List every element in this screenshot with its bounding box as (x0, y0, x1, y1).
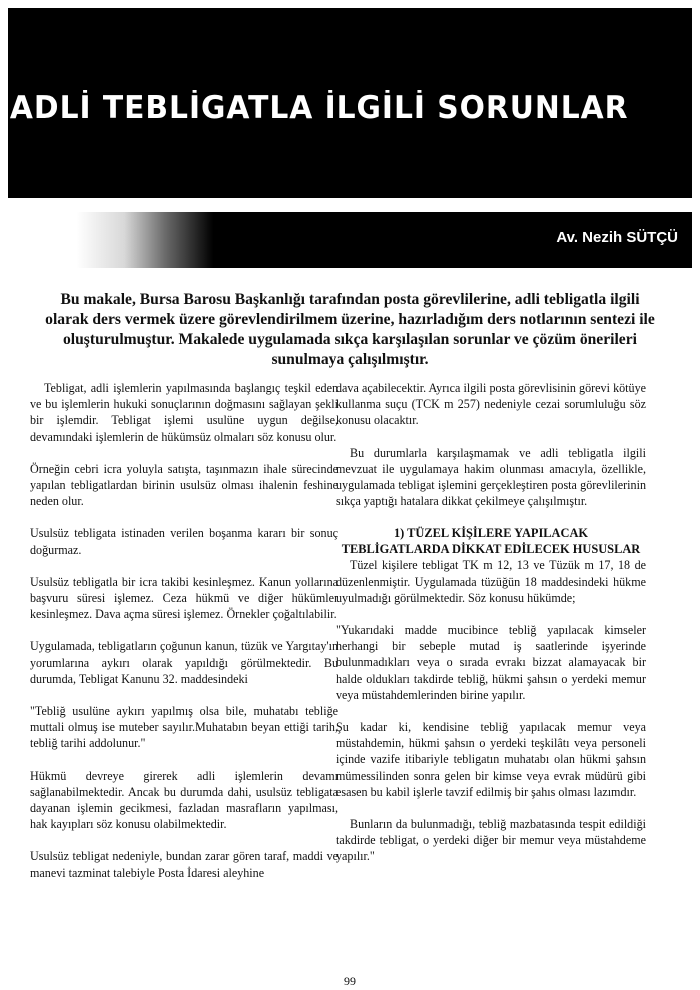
author-name: Av. Nezih SÜTÇÜ (556, 229, 678, 246)
paragraph: Bu durumlarla karşılaşmamak ve adli tebligatla ilgili mevzuat ile uygulamaya hakim olunması amacıyla, özellikle, uygulamada tebligat işlemini gerçekleştiren posta görevlilerinin sıkça yaptığı hatalara dikkat çekilmeye çalışılmıştır. (336, 445, 646, 509)
section-heading-line: 1) TÜZEL KİŞİLERE YAPILACAK (393, 526, 589, 541)
author-bar (8, 212, 692, 268)
page-number: 99 (344, 974, 356, 988)
quote: "Yukarıdaki madde mucibince tebliğ yapılacak kimseler herhangi bir sebeple mutad iş saatlerinde işyerinde bulunmadıkları veya o sırada evrakı bizzat alamayacak bir halde oldukları takdirde tebliğ, hükmi şahsın o yerdeki memur veya müstahdemlerinden birine yapılır. (336, 623, 646, 702)
paragraph: Usulsüz tebligatla bir icra takibi kesinleşmez. Kanun yollarına başvuru süresi işlemez. Ceza hükmü ve diğer hükümler kesinleşmez. Dava açma süresi işlemez. Örnekler çoğaltılabilir. (30, 574, 338, 622)
left-column (30, 380, 338, 881)
quote: Bunların da bulunmadığı, tebliğ mazbatasında tespit edildiği takdirde tebligat, o yerdeki diğer bir memur veya müstahdeme yapılır." (336, 817, 646, 864)
paragraph: Usulsüz tebligat nedeniyle, bundan zarar gören taraf, maddi ve manevi tazminat talebiyle Posta İdaresi aleyhine (30, 849, 338, 880)
section-heading-line: TEBLİGATLARDA DİKKAT EDİLECEK HUSUSLAR (341, 542, 641, 557)
abstract: Bu makale, Bursa Barosu Başkanlığı tarafından posta görevlilerine, adli tebligatla ilgili olarak ders vermek üzere görevlendirilmem üzerine, hazırladığım ders notlarının sentezi ile oluşturulmuştur. Makalede uygulamada sıkça karşılaşılan sorunlar ve çözüm önerileri sunulmaya çalışılmıştır. (45, 291, 655, 368)
quote: Şu kadar ki, kendisine tebliğ yapılacak memur veya müstahdemin, hükmi şahsın o yerdeki teşkilâtı veya personeli içinde vazife itibariyle tebligatın muhatabı olan hükmi şahsın mümessilinden sonra gelen bir kimse veya evrak müdürü gibi esasen bu kabil işlerle tavzif edilmiş bir şahıs olması lazımdır. (336, 720, 646, 799)
paragraph: Usulsüz tebligata istinaden verilen boşanma kararı bir sonuç doğurmaz. (30, 526, 338, 557)
paragraph: Tüzel kişilere tebligat TK m 12, 13 ve Tüzük m 17, 18 de düzenlenmiştir. Uygulamada tüzüğün 18 maddesindeki hükme uyulmadığı görülmektedir. Söz konusu hükümde; (336, 558, 646, 605)
quote: "Tebliğ usulüne aykırı yapılmış olsa bile, muhatabı tebliğe muttali olmuş ise muteber sayılır.Muhatabın beyan ettiği tarih, tebliğ tarihi addolunur." (30, 704, 338, 751)
section-heading (336, 525, 646, 557)
paragraph: Örneğin cebri icra yoluyla satışta, taşınmazın ihale sürecinde yapılan tebligatlardan birinin usulsüz olması ihalenin feshine neden olur. (30, 461, 338, 509)
right-column (336, 380, 646, 881)
paragraph: Tebligat, adli işlemlerin yapılmasında başlangıç teşkil eden ve bu işlemlerin hukuki sonuçlarının doğmasını sağlayan şekli bir işlemdir. Tebligat işlemi usulüne uygun değilse, devamındaki işlemlerin de hükümsüz olmaları söz konusu olur. (30, 381, 338, 444)
title-banner (8, 8, 692, 198)
article-title: ADLİ TEBLİGATLA İLGİLİ SORUNLAR (9, 90, 629, 126)
paragraph: Hükmü devreye girerek adli işlemlerin devamı sağlanabilmektedir. Ancak bu durumda dahi, usulsüz tebligata dayanan işlemin gecikmesi, fazladan masrafların yapılması, hak kayıpları söz konusu olabilmektedir. (30, 768, 338, 832)
paragraph: dava açabilecektir. Ayrıca ilgili posta görevlisinin görevi kötüye kullanma suçu (TCK m 257) nedeniyle cezai sorumluluğu söz konusu olacaktır. (336, 381, 646, 428)
paragraph: Uygulamada, tebligatların çoğunun kanun, tüzük ve Yargıtay'ın yorumlarına aykırı olarak yapıldığı görülmektedir. Bu durumda, Tebligat Kanunu 32. maddesindeki (30, 639, 338, 686)
